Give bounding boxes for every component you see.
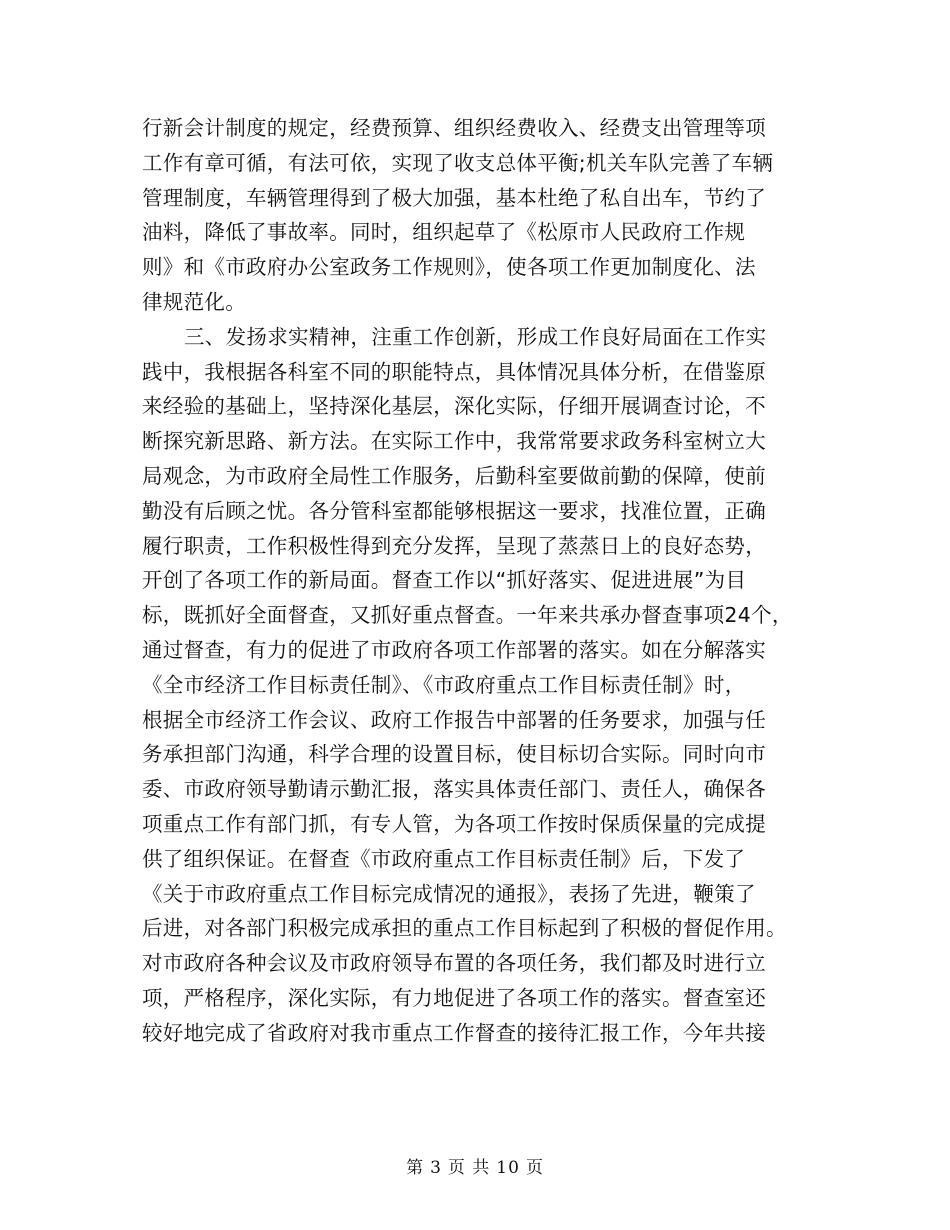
text-line: 委、市政府领导勤请示勤汇报，落实具体责任部门、责任人，确保各 xyxy=(142,777,766,802)
text-line: 根据全市经济工作会议、政府工作报告中部署的任务要求，加强与任 xyxy=(142,707,766,732)
text-line: 务承担部门沟通，科学合理的设置目标，使目标切合实际。同时向市 xyxy=(142,742,766,767)
text-line: 行新会计制度的规定，经费预算、组织经费收入、经费支出管理等项 xyxy=(142,116,766,140)
text-line: 管理制度，车辆管理得到了极大加强，基本杜绝了私自出车，节约了 xyxy=(142,185,766,210)
text-line: 局观念，为市政府全局性工作服务，后勤科室要做前勤的保障，使前 xyxy=(142,463,766,488)
text-line: 开创了各项工作的新局面。督查工作以“抓好落实、促进进展”为目 xyxy=(142,568,747,593)
text-line: 《关于市政府重点工作目标完成情况的通报》，表扬了先进，鞭策了 xyxy=(142,881,756,906)
total-page-count: 10 xyxy=(496,1158,520,1178)
text-line: 通过督查，有力的促进了市政府各项工作部署的落实。如在分解落实 xyxy=(142,637,766,662)
text-line: 后进，对各部门积极完成承担的重点工作目标起到了积极的督促作用。 xyxy=(142,916,787,941)
text-line: 工作有章可循，有法可依，实现了收支总体平衡;机关车队完善了车辆 xyxy=(142,150,774,175)
footer-prefix: 第 xyxy=(406,1158,425,1178)
page-footer xyxy=(0,1153,950,1178)
footer-middle: 页 共 xyxy=(447,1158,491,1178)
text-line: 《全市经济工作目标责任制》、《市政府重点工作目标责任制》时， xyxy=(142,672,746,697)
text-line: 标，既抓好全面督查，又抓好重点督查。一年来共承办督查事项24个， xyxy=(142,603,793,628)
text-line: 油料，降低了事故率。同时，组织起草了《松原市人民政府工作规 xyxy=(142,220,746,245)
text-line: 履行职责，工作积极性得到充分发挥，呈现了蒸蒸日上的良好态势， xyxy=(142,533,766,558)
text-line: 项，严格程序，深化实际，有力地促进了各项工作的落实。督查室还 xyxy=(142,985,766,1010)
body-text xyxy=(142,111,822,1051)
text-line: 来经验的基础上，坚持深化基层，深化实际，仔细开展调查讨论，不 xyxy=(142,394,766,419)
footer-suffix: 页 xyxy=(525,1158,544,1178)
text-line: 则》和《市政府办公室政务工作规则》，使各项工作更加制度化、法 xyxy=(142,255,756,280)
text-line: 供了组织保证。在督查《市政府重点工作目标责任制》后，下发了 xyxy=(142,846,746,871)
text-line: 践中，我根据各科室不同的职能特点，具体情况具体分析，在借鉴原 xyxy=(142,359,766,384)
current-page-number: 3 xyxy=(430,1158,442,1178)
text-line: 律规范化。 xyxy=(142,289,246,314)
text-line: 勤没有后顾之忧。各分管科室都能够根据这一要求，找准位置，正确 xyxy=(142,498,766,523)
text-line: 断探究新思路、新方法。在实际工作中，我常常要求政务科室树立大 xyxy=(142,429,766,454)
text-line: 项重点工作有部门抓，有专人管，为各项工作按时保质保量的完成提 xyxy=(142,811,766,836)
text-line: 对市政府各种会议及市政府领导布置的各项任务，我们都及时进行立 xyxy=(142,951,766,976)
text-line: 三、发扬求实精神，注重工作创新，形成工作良好局面在工作实 xyxy=(184,324,767,349)
text-line: 较好地完成了省政府对我市重点工作督查的接待汇报工作，今年共接 xyxy=(142,1020,766,1045)
